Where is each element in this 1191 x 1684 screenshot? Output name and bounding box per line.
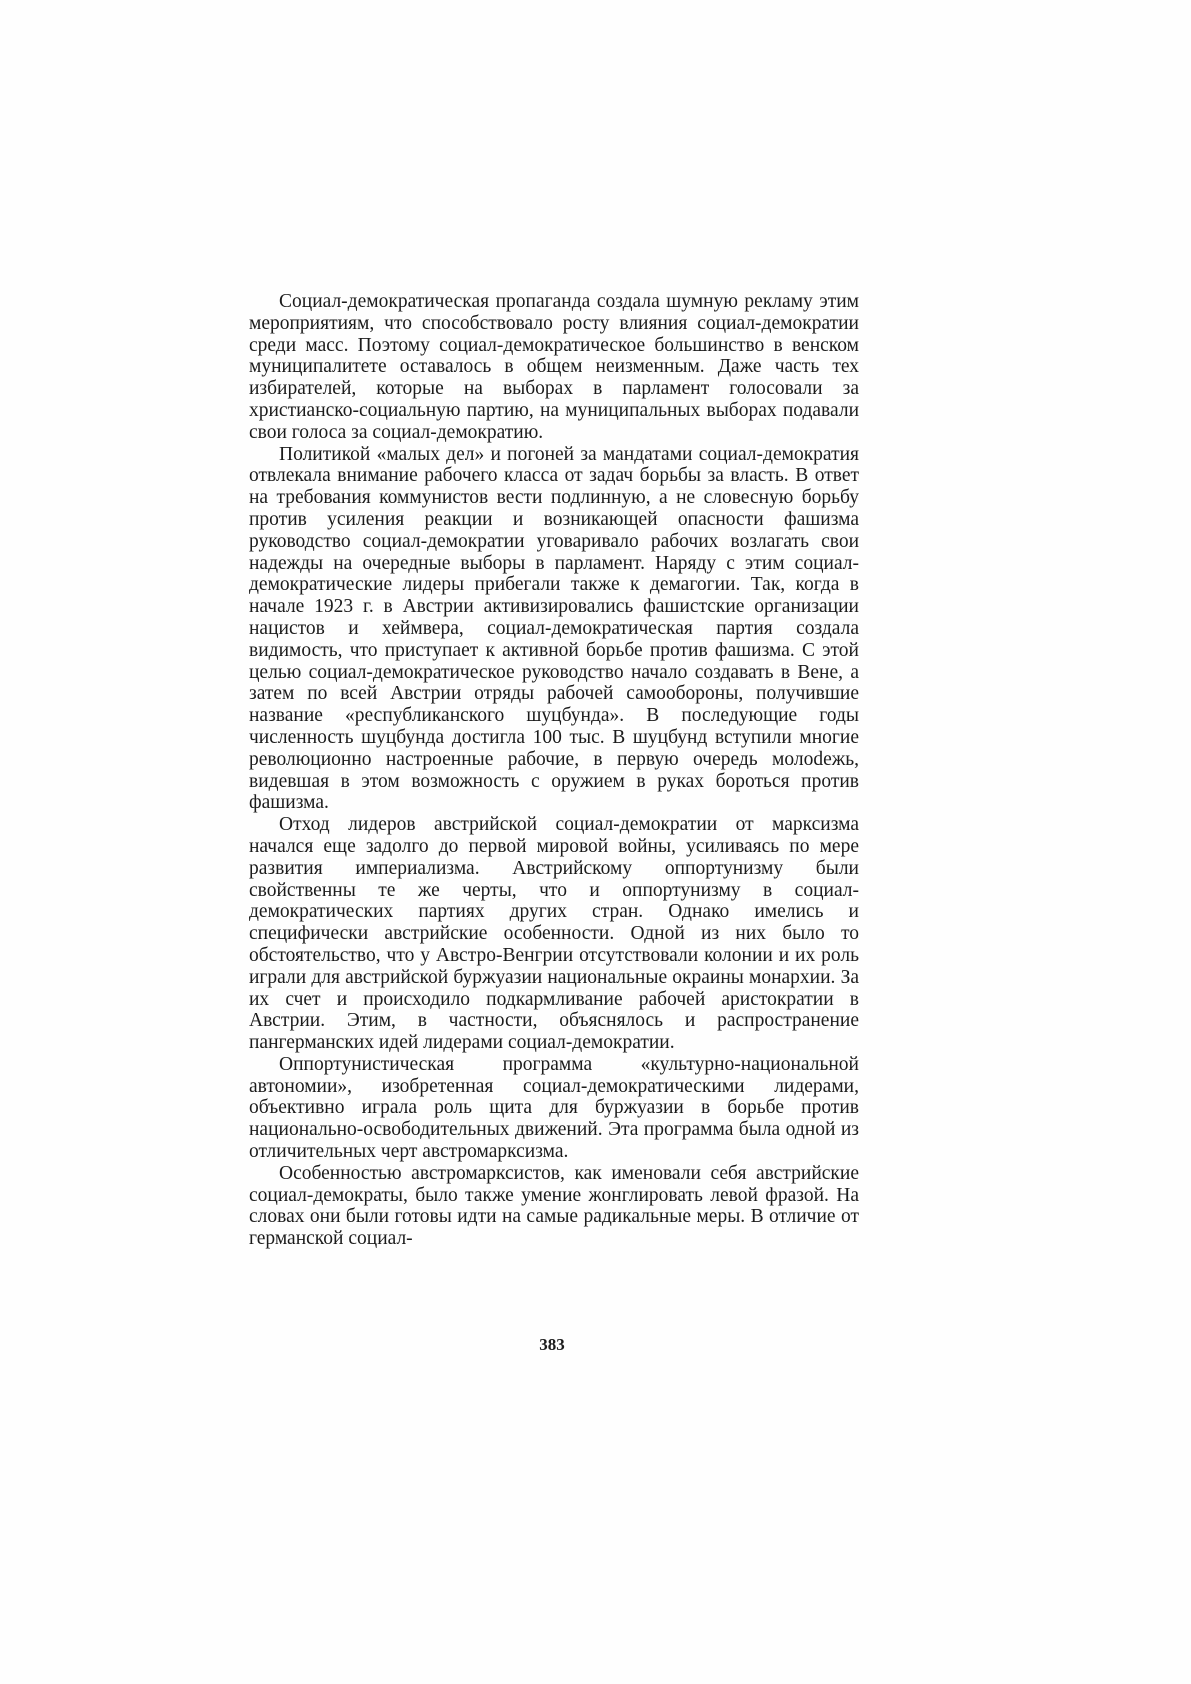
page-number: 383 (539, 1335, 565, 1354)
paragraph: Социал-демократическая пропаганда создала шумную рекламу этим мероприятиям, что способствовало росту влияния социал-демократии среди масс. Поэтому социал-демократическое большинство в венском муниципалитете оставалось в общем неизменным. Даже часть тех избирателей, которые на выборах в парламент голосовали за христианско-социальную партию, на муниципальных выборах подавали свои голоса за социал-демократию. (249, 291, 859, 443)
paragraph: Особенностью австромарксистов, как именовали себя австрийские социал-демократы, было также умение жонглировать левой фразой. На словах они были готовы идти на самые радикальные меры. В отличие от германской социал- (249, 1162, 859, 1250)
paragraph: Оппортунистическая программа «культурно-национальной автономии», изобретенная социал-демократическими лидерами, объективно играла роль щита для буржуазии в борьбе против национально-освободительных движений. Эта программа была одной из отличительных черт австромарксизма. (249, 1053, 859, 1163)
paragraph: Отход лидеров австрийской социал-демократии от марксизма начался еще задолго до первой мировой войны, усиливаясь по мере развития империализма. Австрийскому оппортунизму были свойственны те же черты, что и оппортунизму в социал-демократических партиях других стран. Однако имелись и специфически австрийские особенности. Одной из них было то обстоятельство, что у Австро-Венгрии отсутствовали колонии и их роль играли для австрийской буржуазии национальные окраины монархии. За их счет и происходило подкармливание рабочей аристократии в Австрии. Этим, в частности, объяснялось и распространение пангерманских идей лидерами социал-демократии. (249, 814, 859, 1054)
paragraph: Политикой «малых дел» и погоней за мандатами социал-демократия отвлекала внимание рабочего класса от задач борьбы за власть. В ответ на требования коммунистов вести подлинную, а не словесную борьбу против усиления реакции и возникающей опасности фашизма руководство социал-демократии уговаривало рабочих возлагать свои надежды на очередные выборы в парламент. Наряду с этим социал-демократические лидеры прибегали также к демагогии. Так, когда в начале 1923 г. в Австрии активизировались фашистские организации нацистов и хеймвера, социал-демократическая партия создала видимость, что приступает к активной борьбе против фашизма. С этой целью социал-демократическое руководство начало создавать в Вене, а затем по всей Австрии отряды рабочей самообороны, получившие название «республиканского шуцбунда». В последующие годы численность шуцбунда достигла 100 тыс. В шуцбунд вступили многие революционно настроенные рабочие, в первую очередь молоdежь, видевшая в этом возможность с оружием в руках бороться против фашизма. (249, 443, 859, 814)
body-text (249, 291, 859, 1250)
